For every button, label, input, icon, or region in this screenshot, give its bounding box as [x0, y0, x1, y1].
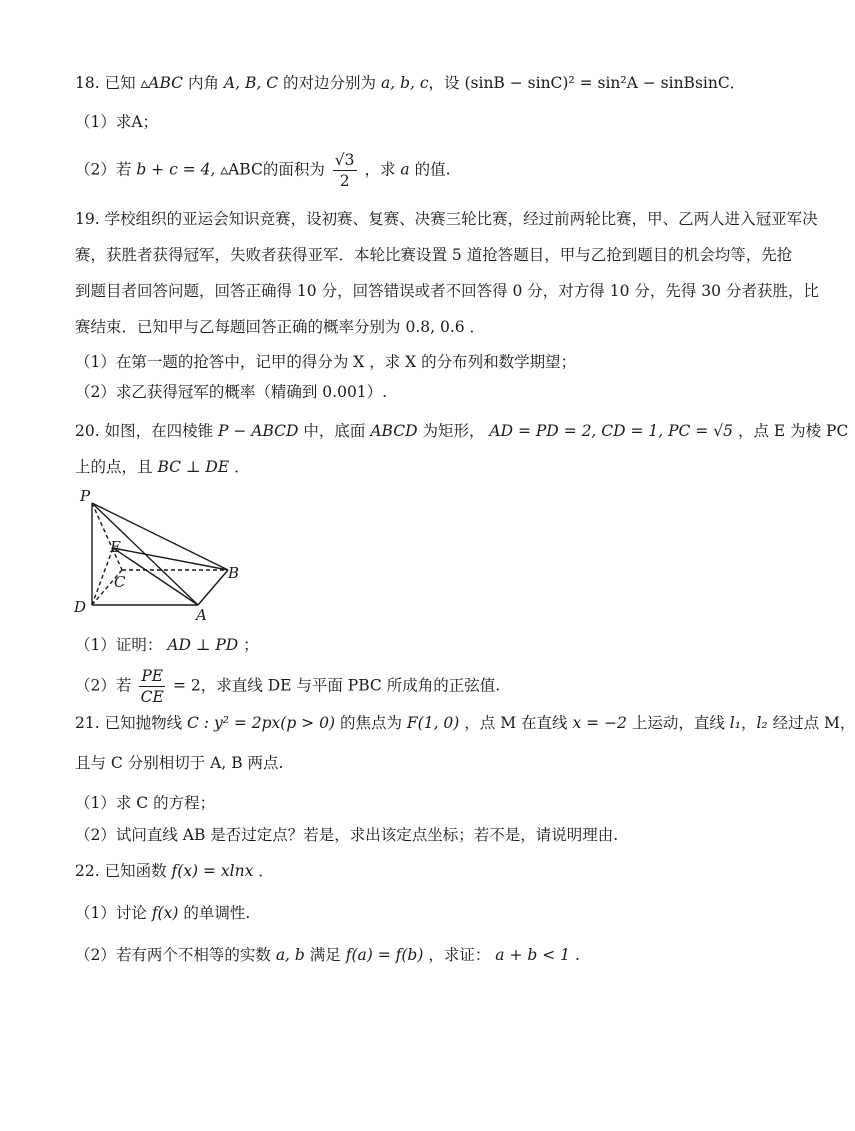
q18-equation: (sinB − sinC)² = sin²A − sinBsinC	[464, 74, 730, 92]
fraction-sqrt3-over-2: $\frac{√3}{2}$	[334, 151, 355, 190]
triangle-icon: ▵	[140, 74, 149, 92]
q20-part1: （1）证明： AD ⊥ PD ；	[75, 636, 259, 654]
label-E: E	[110, 538, 121, 556]
triangle-icon: ▵	[220, 160, 229, 179]
q20-line2: 上的点，且 BC ⊥ DE ．	[75, 458, 250, 476]
q22-part1: （1）讨论 f(x) 的单调性.	[75, 904, 251, 922]
label-C: C	[114, 573, 126, 591]
q22-part2: （2）若有两个不相等的实数 a, b 满足 f(a) = f(b) ，求证： a + b < 1 .	[75, 946, 580, 964]
edge-PC	[92, 503, 122, 570]
q20-part2: （2）若 $\frac{PE}{CE}$ = 2，求直线 DE 与平面 PBC 所成角的正弦值.	[75, 667, 501, 706]
q22-line1: 22. 已知函数 f(x) = xlnx ．	[75, 862, 274, 880]
q20-line1: 20. 如图，在四棱锥 P − ABCD 中，底面 ABCD 为矩形， AD = PD = 2, CD = 1, PC = √5 ，点 E 为棱 PC	[75, 422, 849, 440]
q19-line3: 到题目者回答问题，回答正确得 10 分，回答错误或者不回答得 0 分，对方得 10 分，先得 30 分者获胜，比	[75, 282, 819, 300]
label-B: B	[228, 564, 240, 582]
q21-line2: 且与 C 分别相切于 A, B 两点.	[75, 754, 284, 772]
label-D: D	[74, 598, 87, 616]
q18-part2: （2）若 b + c = 4, ▵ABC的面积为 $\frac{√3}{2}$ ，求 a 的值.	[75, 151, 451, 190]
q18-stem: 18. 已知 ▵ABC 内角 A, B, C 的对边分别为 a, b, c，设 (sinB − sinC)² = sin²A − sinBsinC．	[75, 74, 746, 92]
edge-PB	[92, 503, 228, 570]
q21-line1: 21. 已知抛物线 C : y² = 2px(p > 0) 的焦点为 F(1, 0) ，点 M 在直线 x = −2 上运动，直线 l₁，l₂ 经过点 M，	[75, 714, 855, 732]
fraction-PE-over-CE: $\frac{PE}{CE}$	[140, 667, 164, 706]
segment-DE	[92, 548, 113, 605]
q21-part2: （2）试问直线 AB 是否过定点？若是，求出该定点坐标；若不是，请说明理由.	[75, 826, 619, 844]
q19-part1: （1）在第一题的抢答中，记甲的得分为 X ，求 X 的分布列和数学期望；	[75, 353, 577, 371]
label-P: P	[80, 487, 91, 505]
label-A: A	[196, 606, 207, 624]
q19-line4: 赛结束．已知甲与乙每题回答正确的概率分别为 0.8, 0.6 ．	[75, 318, 486, 336]
q19-line1: 19. 学校组织的亚运会知识竞赛，设初赛、复赛、决赛三轮比赛，经过前两轮比赛，甲、乙两人进入冠亚军决	[75, 210, 818, 228]
q21-part1: （1）求 C 的方程；	[75, 794, 216, 812]
q18-part1: （1）求A；	[75, 113, 159, 131]
q19-line2: 赛，获胜者获得冠军，失败者获得亚军．本轮比赛设置 5 道抢答题目，甲与乙抢到题目的机会均等，先抢	[75, 246, 793, 264]
edge-AB	[198, 570, 228, 605]
q19-part2: （2）求乙获得冠军的概率（精确到 0.001）.	[75, 383, 388, 401]
